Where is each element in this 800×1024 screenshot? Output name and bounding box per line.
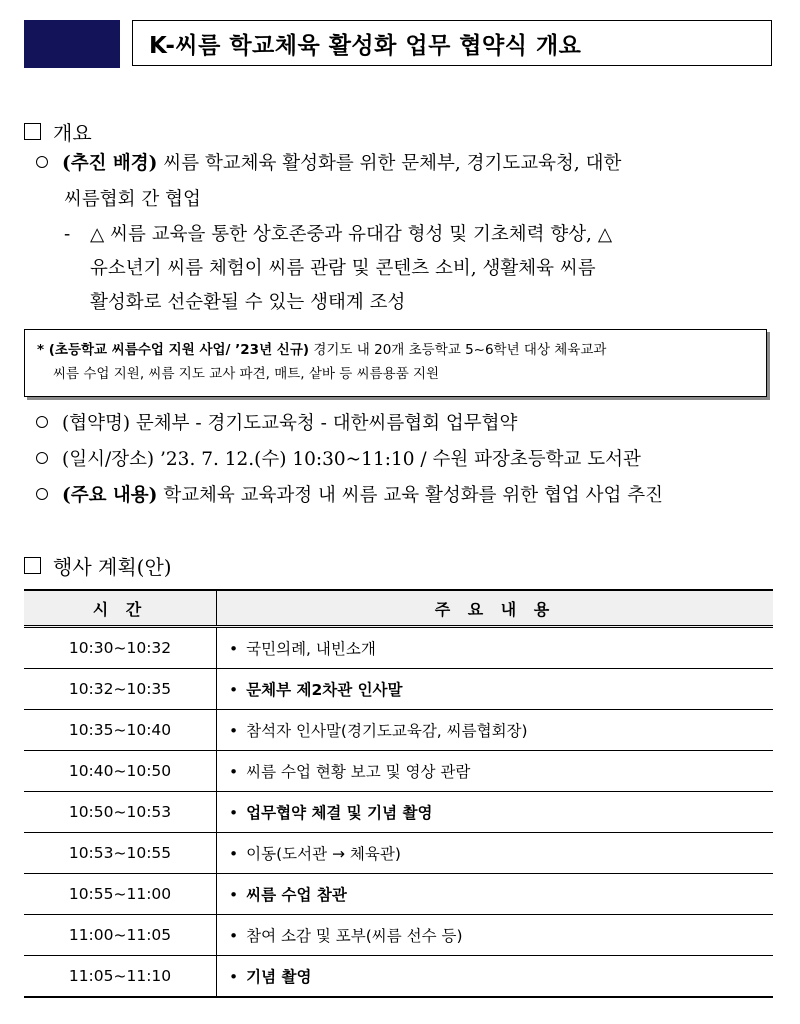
square-bullet-icon — [24, 557, 41, 574]
schedule-table — [24, 589, 773, 998]
background-detail — [64, 218, 776, 320]
row-content: 씨름 수업 참관 — [246, 886, 347, 904]
row-time: 10:30~10:32 — [24, 627, 217, 669]
row-time: 10:50~10:53 — [24, 792, 217, 833]
main-content-text: 학교체육 교육과정 내 씨름 교육 활성화를 위한 협업 사업 추진 — [157, 485, 664, 506]
table-row — [24, 833, 773, 874]
square-bullet-icon — [24, 123, 41, 140]
row-content: 씨름 수업 현황 보고 및 영상 관람 — [246, 763, 471, 781]
row-content-cell — [217, 915, 774, 956]
note-bold-label: * (초등학교 씨름수업 지원 사업/ ’23년 신규) — [37, 342, 310, 358]
title-box — [132, 20, 772, 66]
table-row — [24, 627, 773, 669]
bullet-dot-icon: • — [229, 968, 239, 986]
table-row — [24, 751, 773, 792]
row-time: 10:53~10:55 — [24, 833, 217, 874]
detail-line-1: △ 씨름 교육을 통한 상호존중과 유대감 형성 및 기초체력 향상, △ — [90, 224, 613, 245]
main-content-bullet — [36, 478, 776, 514]
circle-bullet-icon — [36, 416, 48, 428]
table-header-row — [24, 590, 773, 627]
bullet-dot-icon: • — [229, 681, 239, 699]
table-row — [24, 669, 773, 710]
background-bullet — [36, 146, 776, 218]
row-content: 문체부 제2차관 인사말 — [246, 681, 403, 699]
note-box — [24, 329, 767, 397]
section-plan-heading — [24, 551, 172, 580]
note-text-2: 씨름 수업 지원, 씨름 지도 교사 파견, 매트, 샅바 등 씨름용품 지원 — [53, 366, 440, 382]
row-content-cell — [217, 627, 774, 669]
table-row — [24, 915, 773, 956]
schedule-body — [24, 627, 773, 998]
bullet-dot-icon: • — [229, 886, 239, 904]
bullet-dot-icon: • — [229, 722, 239, 740]
datetime-bullet — [36, 442, 776, 478]
row-time: 10:55~11:00 — [24, 874, 217, 915]
background-text-2: 씨름협회 간 협업 — [64, 189, 201, 210]
table-row — [24, 874, 773, 915]
title-accent-bar — [24, 20, 120, 68]
bullet-dot-icon: • — [229, 845, 239, 863]
detail-line-2: 유소년기 씨름 체험이 씨름 관람 및 콘텐츠 소비, 생활체육 씨름 — [90, 258, 596, 279]
agreement-bullet — [36, 406, 776, 442]
background-text-1: 씨름 학교체육 활성화를 위한 문체부, 경기도교육청, 대한 — [157, 153, 622, 174]
row-time: 10:32~10:35 — [24, 669, 217, 710]
bullet-dot-icon: • — [229, 804, 239, 822]
title-block — [24, 20, 774, 70]
row-content: 참여 소감 및 포부(씨름 선수 등) — [246, 927, 463, 945]
bullet-dot-icon: • — [229, 927, 239, 945]
row-content: 국민의례, 내빈소개 — [246, 640, 376, 658]
main-content-label: (주요 내용) — [62, 485, 158, 506]
datetime-text: (일시/장소) ’23. 7. 12.(수) 10:30~11:10 / 수원 파장초등학교 도서관 — [62, 449, 641, 470]
row-content-cell — [217, 669, 774, 710]
dash-marker: - — [64, 224, 71, 245]
section-overview-heading — [24, 117, 92, 146]
note-text-1: 경기도 내 20개 초등학교 5~6학년 대상 체육교과 — [309, 342, 607, 358]
table-row — [24, 710, 773, 751]
row-content: 업무협약 체결 및 기념 촬영 — [246, 804, 433, 822]
header-time: 시 간 — [24, 590, 217, 627]
row-time: 11:05~11:10 — [24, 956, 217, 998]
bullet-dot-icon: • — [229, 640, 239, 658]
header-content: 주 요 내 용 — [217, 590, 774, 627]
detail-line-3: 활성화로 선순환될 수 있는 생태계 조성 — [90, 292, 406, 313]
row-time: 10:40~10:50 — [24, 751, 217, 792]
row-time: 10:35~10:40 — [24, 710, 217, 751]
circle-bullet-icon — [36, 156, 48, 168]
row-content-cell — [217, 710, 774, 751]
row-content-cell — [217, 833, 774, 874]
background-label: (추진 배경) — [62, 153, 158, 174]
section-overview-title: 개요 — [53, 121, 92, 145]
table-row — [24, 792, 773, 833]
row-content: 기념 촬영 — [246, 968, 312, 986]
row-content: 이동(도서관 → 체육관) — [246, 845, 401, 863]
document-title: K-씨름 학교체육 활성화 업무 협약식 개요 — [149, 32, 582, 59]
bullet-dot-icon: • — [229, 763, 239, 781]
section-plan-title: 행사 계획(안) — [53, 555, 172, 579]
row-content-cell — [217, 751, 774, 792]
agreement-text: (협약명) 문체부 - 경기도교육청 - 대한씨름협회 업무협약 — [62, 413, 518, 434]
row-content-cell — [217, 956, 774, 998]
row-content-cell — [217, 792, 774, 833]
row-content-cell — [217, 874, 774, 915]
circle-bullet-icon — [36, 452, 48, 464]
table-row — [24, 956, 773, 998]
row-content: 참석자 인사말(경기도교육감, 씨름협회장) — [246, 722, 528, 740]
circle-bullet-icon — [36, 488, 48, 500]
row-time: 11:00~11:05 — [24, 915, 217, 956]
